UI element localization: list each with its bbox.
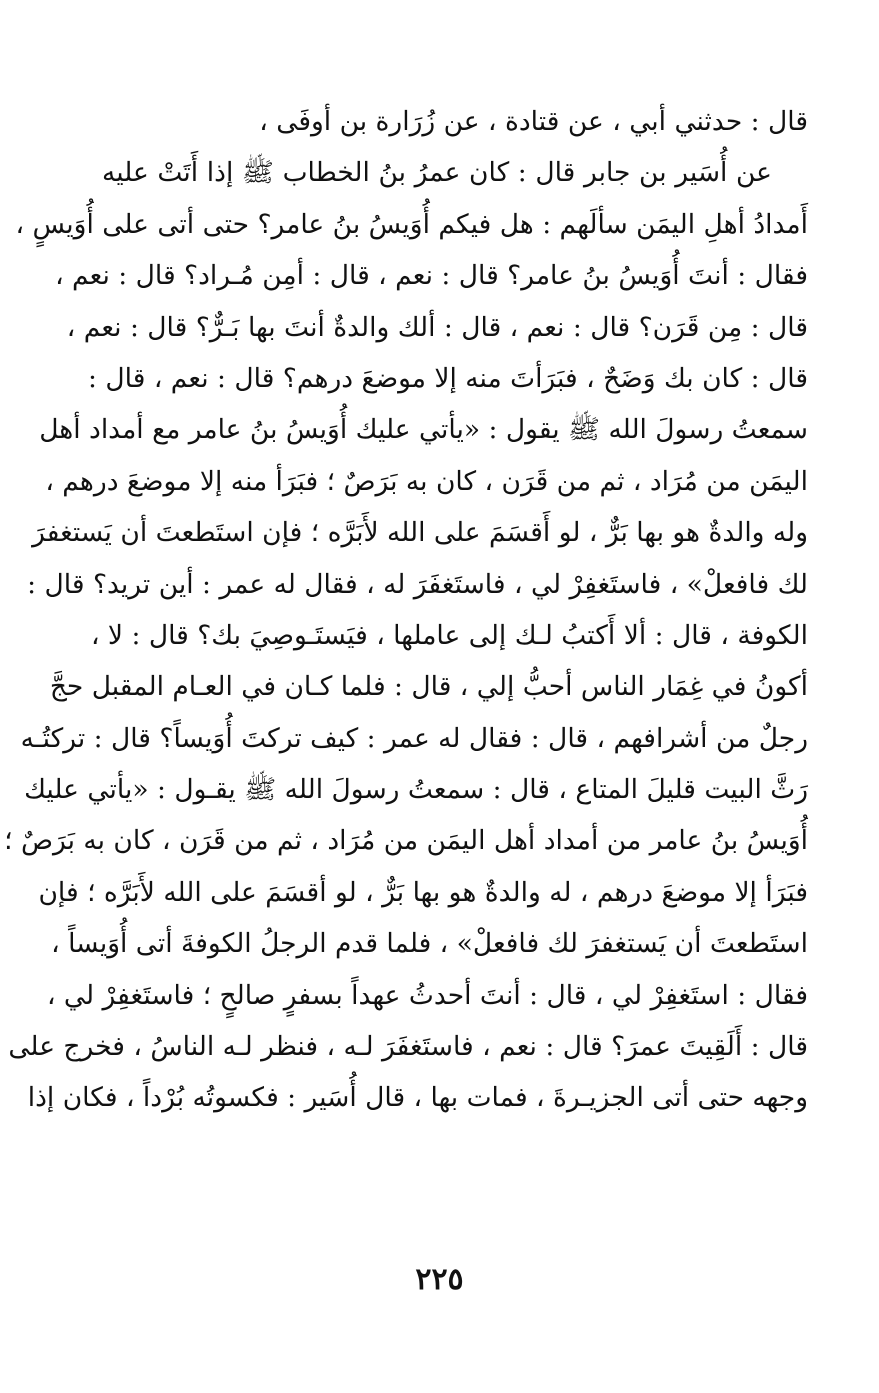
text-line: رَثَّ البيت قليلَ المتاع ، قال : سمعتُ رسولَ الله ﷺ يقـول : «يأتي عليك [24, 774, 808, 806]
text-line: سمعتُ رسولَ الله ﷺ يقول : «يأتي عليك أُوَيسُ بنُ عامر مع أمداد أهل [39, 414, 808, 446]
text-line: قال : كان بك وَضَحٌ ، فبَرَأتَ منه إلا موضعَ درهم؟ قال : نعم ، قال : [88, 362, 808, 394]
text-line: قال : مِن قَرَن؟ قال : نعم ، قال : ألك والدةٌ أنتَ بها بَـرٌّ؟ قال : نعم ، [66, 311, 808, 343]
page-number: ٢٢٥ [415, 1262, 464, 1297]
text-line: فبَرَأ إلا موضعَ درهم ، له والدةٌ هو بها بَرٌّ ، لو أقسَمَ على الله لأَبَرَّه ؛ فإن [38, 876, 808, 908]
text-line: قال : حدثني أبي ، عن قتادة ، عن زُرَارة بن أوفَى ، [259, 106, 808, 137]
body-text [4, 96, 808, 1124]
text-line: فقال : أنتَ أُوَيسُ بنُ عامر؟ قال : نعم ، قال : أمِن مُـراد؟ قال : نعم ، [55, 260, 808, 292]
text-line: أُوَيسُ بنُ عامر من أمداد أهل اليمَن من مُرَاد ، ثم من قَرَن ، كان به بَرَصٌ ؛ [4, 825, 808, 857]
text-line: قال : أَلَقِيتَ عمرَ؟ قال : نعم ، فاستَغفَرَ لـه ، فنظر لـه الناسُ ، فخرج على [8, 1031, 808, 1063]
text-line: وله والدةٌ هو بها بَرٌّ ، لو أَقسَمَ على الله لأَبَرَّه ؛ فإن استَطعتَ أن يَستغفرَ [32, 517, 808, 549]
text-line: لك فافعلْ» ، فاستَغفِرْ لي ، فاستَغفَرَ له ، فقال له عمر : أين تريد؟ قال : [27, 568, 808, 600]
text-line: رجلٌ من أشرافهم ، قال : فقال له عمر : كيف تركتَ أُوَيساً؟ قال : تركتُـه [20, 722, 808, 754]
text-line: اليمَن من مُرَاد ، ثم من قَرَن ، كان به بَرَصٌ ؛ فبَرَأ منه إلا موضعَ درهم ، [45, 465, 808, 497]
text-line: فقال : استَغفِرْ لي ، قال : أنتَ أحدثُ عهداً بسفرٍ صالحٍ ؛ فاستَغفِرْ لي ، [46, 979, 808, 1011]
text-line: عن أُسَير بن جابر قال : كان عمرُ بنُ الخطاب ﷺ إذا أَتَتْ عليه [102, 157, 772, 189]
text-line: وجهه حتى أتى الجزيـرةَ ، فمات بها ، قال أُسَير : فكسوتُه بُرْداً ، فكان إذا [27, 1082, 808, 1114]
text-line: استَطعتَ أن يَستغفرَ لك فافعلْ» ، فلما قدم الرجلُ الكوفةَ أتى أُوَيساً ، [51, 928, 808, 960]
text-line: أكونُ في غِمَار الناس أحبُّ إلي ، قال : فلما كـان في العـام المقبل حجَّ [49, 671, 808, 703]
text-line: أَمدادُ أهلِ اليمَن سألَهم : هل فيكم أُوَيسُ بنُ عامر؟ حتى أتى على أُوَيسٍ ، [15, 208, 808, 240]
text-line: الكوفة ، قال : ألا أَكتبُ لـك إلى عاملها ، فيَستَـوصِيَ بك؟ قال : لا ، [90, 619, 808, 651]
